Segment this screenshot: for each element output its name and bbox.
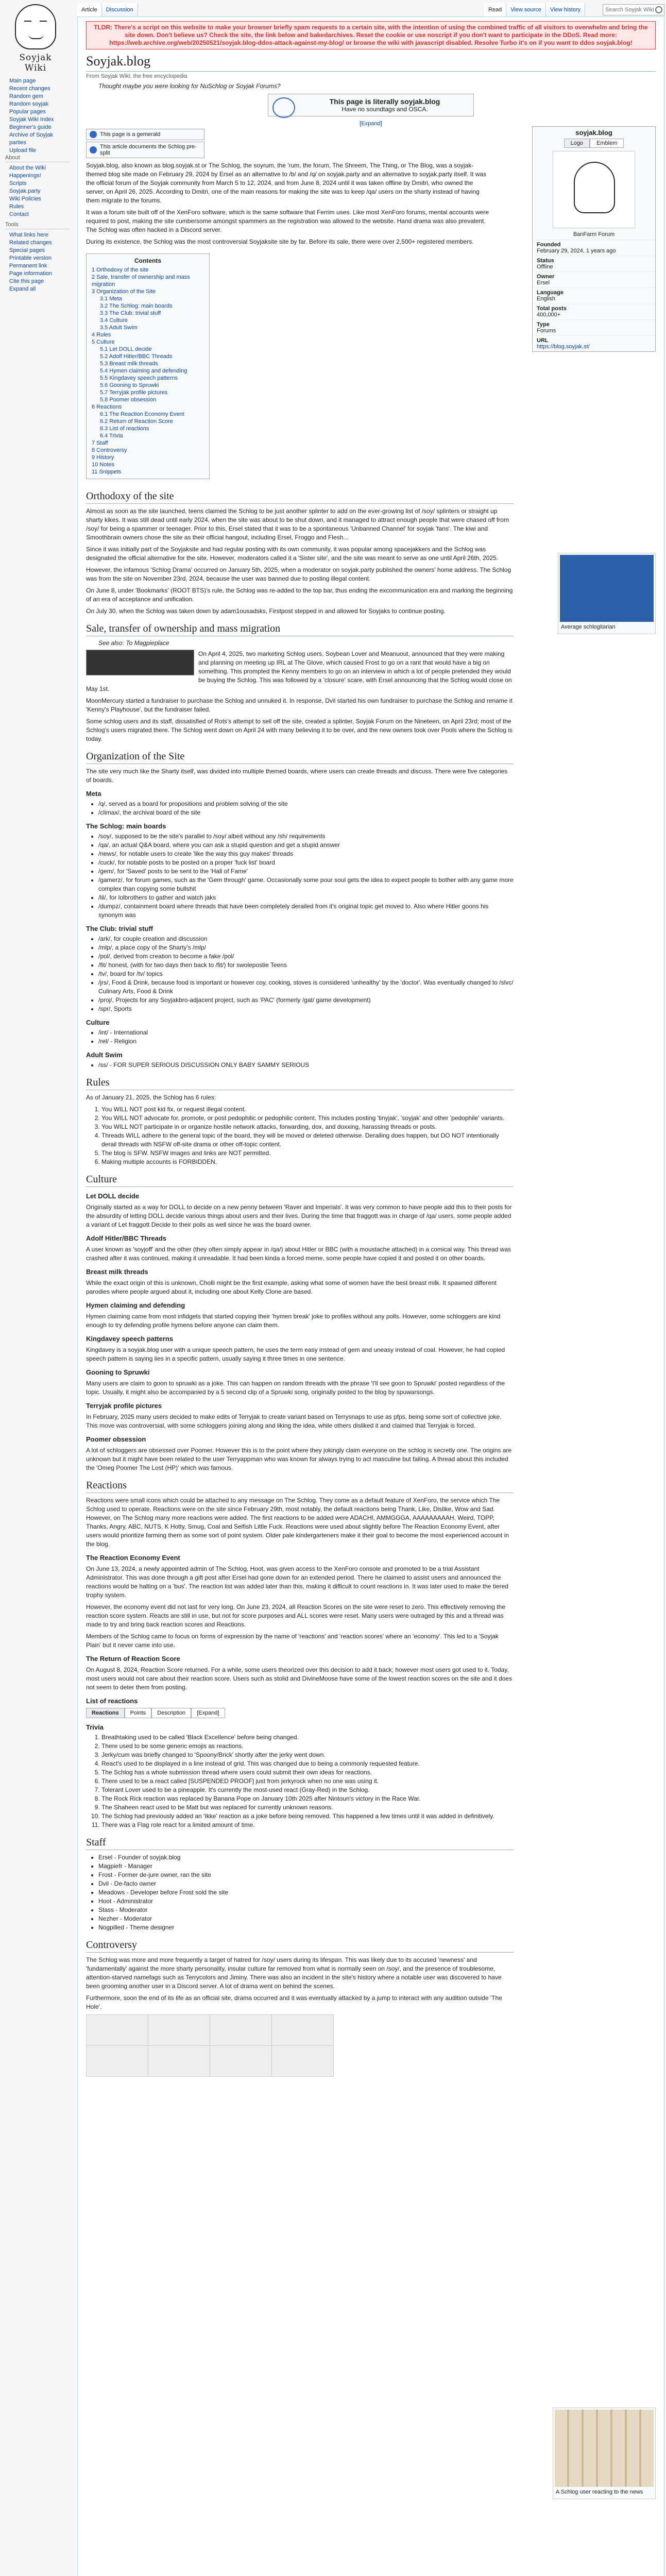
infobox-key: Total posts bbox=[537, 306, 567, 312]
reaction-table-tab[interactable]: Points bbox=[125, 1708, 152, 1718]
infobox-value: Offline bbox=[537, 264, 553, 270]
staff-item: • Frost - Former de-jure owner, ran the site bbox=[98, 1871, 514, 1879]
paragraph: Kingdavey is a soyjak.blog user with a unique speech pattern, he uses the term easy instead of gem and uneasy instead of coal. However, he had copied speech pattern is saying lies in a specific pattern, usually saying it three times in one sentence. bbox=[86, 1346, 505, 1362]
infobox-row bbox=[533, 319, 655, 335]
rule-item: 3. You WILL NOT participate in or organize hostile network attacks, forwarding, dox, and doxxing, harassing threads or posts. bbox=[101, 1123, 514, 1131]
reaction-table-tab[interactable]: Reactions bbox=[86, 1708, 125, 1718]
rule-item: 5. The blog is SFW. NSFW images and links are NOT permitted. bbox=[101, 1149, 514, 1158]
intro-paragraph-1: Soyjak.blog, also known as blog.soyjak.st or The Schlog, the soyrum, the 'rum, the forum, The Shreem, The Thing, or The Blog, was a soyjak-themed blog site made on February 29, 2024 by Ersel as an alternative to /b/ and /q/ on soyjak.party and an alternative to soyjak.party itself. It was the official forum of the Soyjak community from March 5 to 12, 2024, and from June 8, 2024 until it was taken offline by Dmitri, who owned the server, on April 26, 2025. According to Dmitri, one of the main reasons for making the site was to keep /qa/ users on the sharty instead of having them migrate to the forums. bbox=[86, 162, 487, 204]
trivia-item: 11. There was a Flag role react for a limited amount of time. bbox=[101, 1821, 514, 1829]
toc-item[interactable]: 6.1 The Reaction Economy Event bbox=[100, 411, 184, 417]
heading-reactions: Reactions bbox=[86, 1480, 514, 1493]
sidebar-about-item[interactable]: Wiki Policies bbox=[9, 196, 41, 202]
gallery-image[interactable] bbox=[272, 2015, 334, 2046]
infobox-row bbox=[533, 272, 655, 287]
staff-item: • Hoot - Administrator bbox=[98, 1897, 514, 1906]
heading-orthodoxy: Orthodoxy of the site bbox=[86, 490, 514, 504]
paragraph: On April 4, 2025, two marketing Schlog users, Soybean Lover and Meanuout, announced that they were making and planning on meeting up IRL at The Glove, which caused Frost to go on a rant that would have a big on something. This prompted the Kenny members to go on an interview in which a lot of people pretended they would be buying the Schlog. This was followed by a 'closure' scare, with Ersel announcing that the Schlog would close on May 1st. bbox=[86, 650, 512, 692]
list-item: • /lil/, for lolbrothers to gather and watch jaks bbox=[98, 893, 514, 902]
toc-item[interactable]: 6.4 Trivia bbox=[100, 433, 123, 439]
trivia-item: 5. The Schlog has a whole submission thread where users could submit their own ideas for reactions. bbox=[101, 1768, 514, 1777]
list-item: • /fit/ honest, (with for two days then back to /fit/) for swolepostie Teens bbox=[98, 961, 514, 970]
paragraph: However, the infamous 'Schlog Drama' occurred on January 5th, 2025, when a moderator on soyjak.party published the owners' home address. The Schlog was from the site on November 23rd, 2024, because the user was banned due to posting illegal content. bbox=[86, 566, 511, 582]
literal-title: This page is literally soyjak.blog bbox=[329, 97, 440, 106]
list-item: • /soy/, supposed to be the site's parallel to /soy/ albeit without any /sh/ requirements bbox=[98, 832, 514, 841]
heading-poomer: Poomer obsession bbox=[86, 1435, 146, 1443]
paragraph: Almost as soon as the site launched, teens claimed the Schlog to be just another splinter to add on the ever-growing list of /soy/ splinters or straight up sharty kikes. It was still dead until early 2024, when the site was about to be shut down, and it managed to attract enough people that were chased off from /soy/ for being a spammer or teenager. Prior to this, Ersel stated that it was to be a spontaneous 'Unbanned Channel' for soyjak 'fans'. The kiwi and Smoothbrain owners chose the site as their official hangout, including Ersel, Froggo and Flesh... bbox=[86, 507, 509, 541]
paragraph: However, the economy event did not last for very long. On June 23, 2024, all Reaction Scores on the site were reset to zero. This effectively removing the reaction score system. Reacts are still in use, but not for score purposes and ALL scores were reset. Many users were outraged by this and a thread was made to try and bring back reaction scores and Reactions. bbox=[86, 1603, 505, 1628]
list-item: • /proj/, Projects for any Soyjakbro-adjacent project, such as 'PAC' (formerly /gat/ game development) bbox=[98, 996, 514, 1005]
infobox-value: English bbox=[537, 296, 556, 302]
sidebar-about-item[interactable]: Scripts bbox=[9, 180, 27, 187]
sidebar-about-item[interactable]: Rules bbox=[9, 204, 24, 210]
sidebar-tools-item[interactable]: Special pages bbox=[9, 247, 45, 253]
literal-subtitle: Have no soundtags and OSCA. bbox=[341, 106, 428, 113]
staff-item: • Magpiefr - Manager bbox=[98, 1862, 514, 1871]
tab-discussion[interactable]: Discussion bbox=[102, 3, 138, 16]
paragraph: Originally started as a way for DOLL to decide on a new penny between 'Raver and Imperials'. It was very common to have people add this to their posts for the absurdity of letting DOLL decide various things about users and their lives. During the time that fraggott was in charge of /qa/ users, some people added a variant of Let fraggott Decide to their polls as well since he was the board owner. bbox=[86, 1204, 512, 1228]
infobox-key: Owner bbox=[537, 274, 555, 280]
toc-item[interactable]: 5.2 Adolf Hitler/BBC Threads bbox=[100, 353, 173, 360]
paragraph: On June 13, 2024, a newly appointed admin of The Schlog, Hoot, was given access to the XenForo console and promoted to be a trial Assistant Administrator. This was done through a gift post after Ersel had gone down for an extended period. There he claimed to assist users and announced the reactions would be halting on a 'bus'. The reaction list was added later than this, making it difficult to count reactions in. It was later used to make the tiered trophy system. bbox=[86, 1565, 508, 1599]
sidebar-tools-item[interactable]: Expand all bbox=[9, 286, 36, 292]
list-item: • /int/ - International bbox=[98, 1028, 514, 1037]
list-item: • /tv/, board for /tv/ topics bbox=[98, 970, 514, 978]
heading-reaction-economy: The Reaction Economy Event bbox=[86, 1554, 180, 1562]
thumb-schlogitarian bbox=[558, 553, 656, 634]
toc-item[interactable]: 6 Reactions bbox=[92, 404, 122, 410]
infobox-image[interactable] bbox=[553, 151, 635, 228]
intro-paragraph-2: It was a forum site built off of the XenForo software, which is the same software that Ferrim uses. Like most XenForo forums, mental accounts were required to post, making the site cumbersome amongst spammers as the registration was allowed to the website. Hand drama was also prevalent. The Schlog was often hacked in a Discord server. bbox=[86, 209, 489, 233]
literal-notice-box bbox=[268, 94, 474, 116]
reaction-table-tab[interactable]: Description bbox=[151, 1708, 191, 1718]
heading-list-reactions: List of reactions bbox=[86, 1697, 138, 1705]
toc-title: Contents bbox=[134, 257, 161, 264]
list-item: • /mlp/, a place copy of the Sharty's /mlp/ bbox=[98, 943, 514, 952]
infobox-tab-emblem[interactable]: Emblem bbox=[590, 139, 624, 148]
trivia-item: 7. Tolerant Lover used to be a pineapple. It's currently the most-used react (Gray-Red) in the Schlog. bbox=[101, 1786, 514, 1794]
paragraph: Since it was initially part of the Soyjaksite and had regular posting with its own community, it was popular among spacejakkers and the Schlog was designated the official alternative for the site. However, moderators called it a 'Sister site', and the site was meant to serve as one until April 26th, 2025. bbox=[86, 546, 499, 562]
sidebar-tools-item[interactable]: Permanent link bbox=[9, 263, 47, 269]
heading-hymen: Hymen claiming and defending bbox=[86, 1301, 185, 1309]
staff-item: • Meadows - Developer before Frost sold the site bbox=[98, 1888, 514, 1897]
toc-item[interactable]: 3.2 The Schlog: main boards bbox=[100, 303, 173, 309]
infobox-title: soyjak.blog bbox=[575, 129, 612, 137]
content-area bbox=[77, 16, 664, 2576]
toc-item[interactable]: 5.6 Gooning to Spruwki bbox=[100, 382, 159, 388]
sidebar-nav-item[interactable]: Random gem bbox=[9, 93, 44, 99]
gallery-image[interactable] bbox=[148, 2046, 210, 2077]
thumb-caption: A Schlog user reacting to the news bbox=[556, 2489, 643, 2495]
paragraph: The Schlog was more and more frequently a target of hatred for /soy/ users during its lifespan. This was likely due to its accused 'newness' and 'fundamentally' against the more sharty personality, insular culture far removed from what is normally seen on /soy/, and the presence of troublesome, attention-starved namefags such as Terrycolors and Jiminy. There was also an incident in the site's history where a notable user was discovered to have been grooming another user in a Discord server. A lot of drama went on behind the scenes. bbox=[86, 1956, 502, 1990]
trivia-item: 6. There used to be a react called [SUSPENDED PROOF] just from jerkyrock when no one was using it. bbox=[101, 1777, 514, 1786]
page-tabs bbox=[77, 3, 664, 16]
sidebar-nav-item[interactable]: Popular pages bbox=[9, 109, 46, 115]
toc-item[interactable]: 1 Orthodoxy of the site bbox=[92, 267, 149, 273]
sale-hatnote: See also: To Magpieplace bbox=[98, 639, 169, 647]
trivia-item: 4. React's used to be displayed in a line instead of grid. This was changed due to being a commonly requested feature. bbox=[101, 1759, 514, 1768]
toc-item[interactable]: 5.5 Kingdavey speech patterns bbox=[100, 375, 178, 381]
reaction-table-tab[interactable]: [Expand] bbox=[191, 1708, 225, 1718]
trivia-item: 8. The Rock Rick reaction was replaced by Banana Pope on January 10th 2025 after Nintoun's victory in the Race War. bbox=[101, 1794, 514, 1803]
sidebar-nav-item[interactable]: Soyjak Wiki Index bbox=[9, 116, 54, 123]
site-logo[interactable] bbox=[7, 4, 64, 73]
infobox-row bbox=[533, 240, 655, 256]
toc-item[interactable]: 3.5 Adult Swim bbox=[100, 325, 138, 331]
gem-icon bbox=[90, 131, 97, 138]
tools-heading: Tools bbox=[5, 222, 70, 229]
presplit-notice: This article documents the Schlog pre-split bbox=[86, 142, 204, 158]
infobox-value: Forums bbox=[537, 328, 556, 334]
infobox-row bbox=[533, 287, 655, 303]
staff-item: • Nezher - Moderator bbox=[98, 1914, 514, 1923]
heading-trivia: Trivia bbox=[86, 1723, 104, 1731]
sale-screenshot[interactable] bbox=[86, 650, 194, 675]
toc-item[interactable]: 6.3 List of reactions bbox=[100, 426, 149, 432]
toc-item[interactable]: 3.4 Culture bbox=[100, 317, 128, 324]
sidebar bbox=[0, 0, 72, 2576]
infobox-row bbox=[533, 335, 655, 351]
paragraph: As of January 21, 2025, the Schlog has 6 rules: bbox=[86, 1094, 216, 1101]
infobox-row bbox=[533, 303, 655, 319]
gemerald-notice: This page is a gemerald bbox=[86, 129, 204, 140]
paragraph: While the exact origin of this is unknown, Cholli might be the first example, asking what some of women have the best breast milk. It spawned different parodies where people argued about it, including one about Kelly Clone are based. bbox=[86, 1279, 497, 1295]
paragraph: On August 8, 2024, Reaction Score returned. For a while, some users theorized over this decision to add it back; however most users got used to it. Today, most users would not care about their reaction score. Users such as stolid and DivineMoose have some of the lowest reaction scores on the site and it does not seem to deter them from posting. bbox=[86, 1666, 513, 1691]
infobox-key: Founded bbox=[537, 242, 561, 248]
expand-link[interactable]: [Expand] bbox=[360, 121, 382, 127]
tab-article[interactable]: Article bbox=[77, 3, 102, 16]
paragraph: Hymen claiming came from most infidgets that started copying their 'hymen break' joke to profiles without any polls. However, some schloggers are kind enough to try defending profile hymens before anyone can claim them. bbox=[86, 1313, 501, 1329]
list-item: • /ss/ - FOR SUPER SERIOUS DISCUSSION ONLY BABY SAMMY SERIOUS bbox=[98, 1061, 514, 1070]
infobox-key: Language bbox=[537, 290, 563, 296]
paragraph: In February, 2025 many users decided to make edits of Terryjak to create variant based on Terrysnaps to use as pfps, being some sort of collective joke. This move was controversial, with some schloggers joining along and liking the idea, while others disliked it and claimed that Terryjak is forced. bbox=[86, 1413, 502, 1429]
tagline: From Soyjak Wiki, the free encyclopedia bbox=[86, 73, 187, 79]
list-item: • /jrs/, Food & Drink, because food is important or however coy, cooking, stoves is considered 'unhealthy' by the 'doctor'. Was eventually changed to /slvc/ Culinary Arts, Food & Drink bbox=[98, 978, 514, 996]
soyjak-logo-icon bbox=[15, 4, 56, 49]
heading-controversy: Controversy bbox=[86, 1939, 514, 1953]
toc-item[interactable]: 3.1 Meta bbox=[100, 296, 122, 302]
list-item: • /spr/, Sports bbox=[98, 1005, 514, 1013]
trivia-item: 10. The Schlog had previously added an 'Ikke' reaction as a joke before being removed. This happened a few times until it was added in definitively. bbox=[101, 1812, 514, 1821]
heading-organization: Organization of the Site bbox=[86, 751, 514, 764]
toc-item[interactable]: 5.4 Hymen claiming and defending bbox=[100, 368, 187, 374]
paragraph: On July 30, when the Schlog was taken down by adam1ousadsks, Firstpost stepped in and allowed for Soyjaks to continue posting. bbox=[86, 607, 446, 615]
infobox-row bbox=[533, 256, 655, 272]
toc-item[interactable]: 10 Notes bbox=[92, 462, 115, 468]
sidebar-nav-item[interactable]: Main page bbox=[9, 78, 36, 84]
list-item: • /news/, for notable users to create 'like the way this guy makes' threads bbox=[98, 850, 514, 858]
toc-item[interactable]: 3 Organization of the Site bbox=[92, 289, 156, 295]
sidebar-tools-item[interactable]: Related changes bbox=[9, 240, 52, 246]
sidebar-about-item[interactable]: Happenings! bbox=[9, 173, 41, 179]
sidebar-nav-item[interactable]: Beginner's guide bbox=[9, 124, 52, 130]
heading-adult-swim: Adult Swim bbox=[86, 1051, 123, 1059]
sidebar-nav-item[interactable]: Recent changes bbox=[9, 86, 50, 92]
gallery-image[interactable] bbox=[87, 2015, 148, 2046]
sidebar-tools-item[interactable]: Printable version bbox=[9, 255, 52, 261]
gallery-image[interactable] bbox=[210, 2015, 272, 2046]
paragraph: MoonMercury started a fundraiser to purchase the Schlog and unnuked it. In response, Dvil started his own fundraiser to purchase the Schlog and rename it 'Kenny's Playhouse', but the fundraiser failed. bbox=[86, 697, 513, 713]
toc-item[interactable]: 7 Staff bbox=[92, 440, 108, 446]
heading-return-reaction: The Return of Reaction Score bbox=[86, 1655, 180, 1663]
toc-item[interactable]: 5.7 Terryjak profile pictures bbox=[100, 389, 168, 396]
infobox-value[interactable]: https://blog.soyjak.st/ bbox=[537, 344, 590, 350]
gallery-image[interactable] bbox=[148, 2015, 210, 2046]
rule-item: 2. You WILL NOT advocate for, promote, or post pedophilic or pedophilic content. This includes posting 'tinyjak', 'soyjak' and other 'pedophile' variants. bbox=[101, 1114, 514, 1123]
trivia-item: 1. Breathtaking used to be called 'Black Excellence' before being changed. bbox=[101, 1733, 514, 1742]
heading-main-boards: The Schlog: main boards bbox=[86, 822, 166, 830]
gallery-image[interactable] bbox=[272, 2046, 334, 2077]
gallery-table bbox=[86, 2014, 334, 2077]
infobox-value: February 29, 2024, 1 years ago bbox=[537, 248, 616, 254]
toc-item[interactable]: 11 Snippets bbox=[92, 469, 122, 475]
toc-item[interactable]: 6.2 Return of Reaction Score bbox=[100, 418, 173, 425]
toc-item[interactable]: 8 Controversy bbox=[92, 447, 127, 453]
list-item: • /cuck/, for notable posts to be posted on a proper 'fuck list' board bbox=[98, 858, 514, 867]
tab-view-history[interactable]: View history bbox=[546, 3, 585, 16]
infobox-value: 400,000+ bbox=[537, 312, 561, 318]
trivia-item: 2. There used to be some generic emojis as reactions. bbox=[101, 1742, 514, 1751]
list-item: • /ark/, for couple creation and discussion bbox=[98, 935, 514, 943]
heading-staff: Staff bbox=[86, 1837, 514, 1850]
staff-item: • Stass - Moderator bbox=[98, 1906, 514, 1914]
list-item: • /gamerz/, for forum games, such as the 'Gem through' game. Occasionally some pour soul gets the idea to expect people to bother with any game more complex than copying some bullshit bbox=[98, 876, 514, 893]
paragraph: The site very much like the Sharty itself, was divided into multiple themed boards, where users can create threads and discuss. There were five categories of boards. bbox=[86, 768, 508, 784]
heading-culture-boards: Culture bbox=[86, 1019, 110, 1026]
infobox-caption: BanFarm Forum bbox=[573, 231, 615, 238]
list-item: • /gem/, for 'Saved' posts to be sent to the 'Hall of Fame' bbox=[98, 867, 514, 876]
schlogitarian-image[interactable] bbox=[560, 555, 654, 622]
paragraph: Reactions were small icons which could be attached to any message on The Schlog. They come as a default feature of XenForo, the service which The Schlog used to operate. Reactions were on the site since February 29th, most notably, the default reactions being Thank, Like, Dislike, Wow and Sad. However, on The Schlog many more reactions were added. The first reactions to be added were ADACHI, AMMGGGA, AAAAAAAAAH, Weird, TOPP, Thanks, Angry, ABC, NUTS, K Hotty, Smug, Coal and Selfish Little Fuck. Reactions were used about slightly before The Reaction Economy Event, after users would prioritize farming them as some sort of point system. Older pale kindergarteners make it their goal to become the most experienced account in the blog. bbox=[86, 1497, 509, 1548]
paragraph: A lot of schloggers are obsessed over Poomer. However this is to the point where they jokingly claim everyone on the schlog is secretly one. The origins are unknown but it might have been related to the user Terryappman who was known for always trying to act masculine but failing. A thread about this included the 'Omeg Poomer The Lost (HP)' which was famous. bbox=[86, 1447, 512, 1471]
gallery-image[interactable] bbox=[87, 2046, 148, 2077]
paragraph: Members of the Schlog came to focus on forms of expression by the name of 'reactions' and 'reaction scores' where an 'economy'. This led to a 'Soyjak Plain' but it never came into use. bbox=[86, 1633, 499, 1649]
tab-read[interactable]: Read bbox=[484, 3, 506, 16]
heading-sale: Sale, transfer of ownership and mass migration bbox=[86, 623, 514, 636]
toc-item[interactable]: 9 History bbox=[92, 454, 114, 461]
staff-item: • Nogpilled - Theme designer bbox=[98, 1923, 514, 1932]
sidebar-nav-item[interactable]: Upload file bbox=[9, 147, 36, 154]
heading-hitler: Adolf Hitler/BBC Threads bbox=[86, 1234, 167, 1242]
toc-item[interactable]: 3.3 The Club: trivial stuff bbox=[100, 310, 161, 316]
intro-paragraph-3: During its existence, the Schlog was the most controversial Soyjaksite site by far. Before its sale, there were over 2,500+ registered members. bbox=[86, 238, 474, 245]
list-item: • /pol/, derived from creation to become a fake /pol/ bbox=[98, 952, 514, 961]
infobox-key: Status bbox=[537, 258, 554, 264]
info-icon bbox=[90, 146, 97, 154]
paragraph: A user known as 'soyjoff' and the other (they often simply appear in /qa/) about Hitler or BBC (with a moustache attached) in a comical way. This thread was crashed after it was continued, making it unreadable. It had been kinda a forced meme, some people have copied it and posted it on other boards. bbox=[86, 1246, 511, 1262]
list-item: • /dumpz/, containment board where threads that have been completely derailed from it's original topic get moved to. Also where Hitler goons his synonym was bbox=[98, 902, 514, 920]
toc-item[interactable]: 5 Culture bbox=[92, 339, 115, 345]
trivia-item: 9. The Shaheen react used to be Matt but was replaced for currently unknown reasons. bbox=[101, 1803, 514, 1812]
infobox-tab-logo[interactable]: Logo bbox=[564, 139, 590, 148]
gallery-image[interactable] bbox=[210, 2046, 272, 2077]
heading-breast-milk: Breast milk threads bbox=[86, 1268, 148, 1276]
list-item: • /qa/, an actual Q&A board, where you can ask a stupid question and get a stupid answer bbox=[98, 841, 514, 850]
heading-culture: Culture bbox=[86, 1174, 514, 1187]
paragraph: Furthermore, soon the end of its life as an official site, drama occurred and it was eventually attacked by a jump to interact with any audition outside 'The Hole'. bbox=[86, 1994, 502, 2010]
sidebar-nav-item[interactable]: Random soyjak bbox=[9, 101, 48, 107]
heading-spruwki: Gooning to Spruwki bbox=[86, 1368, 150, 1376]
rule-item: 1. You WILL NOT post kid fix, or request illegal content. bbox=[101, 1105, 514, 1114]
reaction-grid-image[interactable] bbox=[555, 2410, 654, 2487]
heading-meta: Meta bbox=[86, 790, 101, 798]
paragraph: Some schlog users and its staff, dissatisfied of Rots's attempt to sell off the site, created a splinter, Soyjak Forum on the Nineteen, on April 23rd; most of the Schlog's users migrated there. The Schlog went down on April 24 with many believing it to be over, and the new owners took over Pools where the Schlog is today. bbox=[86, 718, 513, 742]
infobox bbox=[532, 126, 656, 352]
sidebar-tools-item[interactable]: What links here bbox=[9, 232, 48, 238]
toc-item[interactable]: 5.1 Let DOLL decide bbox=[100, 346, 152, 352]
page-title: Soyjak.blog bbox=[86, 54, 656, 72]
paragraph: Many users are claim to goon to spruwki as a joke. This can happen on random threads with the phrase 'I'll see goon to Spruwki' posted regardless of the topic. Usually, it might also be accompanied by a 5 second clip of a Spruwki song, originally posted to the blog by spuwarsongs. bbox=[86, 1380, 505, 1396]
seal-icon bbox=[272, 97, 295, 118]
infobox-value: Ersel bbox=[537, 280, 550, 286]
toc-item[interactable]: 5.8 Poomer obsession bbox=[100, 397, 157, 403]
table-of-contents bbox=[86, 253, 210, 479]
heading-terryjak: Terryjak profile pictures bbox=[86, 1402, 162, 1410]
sidebar-tools-item[interactable]: Page information bbox=[9, 270, 53, 277]
search-icon[interactable] bbox=[655, 6, 662, 13]
about-heading: About bbox=[5, 155, 70, 162]
rule-item: 4. Threads WILL adhere to the general topic of the board, they will be moved or deleted otherwise. Derailing does happen, but DO NOT intentionally derail threads with NSFW off-site drama or other off-topic content. bbox=[101, 1131, 514, 1149]
list-item: • /rel/ - Religion bbox=[98, 1037, 514, 1046]
sidebar-tools-item[interactable]: Cite this page bbox=[9, 278, 44, 284]
toc-item[interactable]: 4 Rules bbox=[92, 332, 111, 338]
heading-kingdavey: Kingdavey speech patterns bbox=[86, 1335, 174, 1343]
sidebar-about-item[interactable]: About the Wiki bbox=[9, 165, 46, 171]
about-portal bbox=[5, 155, 70, 218]
ddos-warning-banner: TLDR: There's a script on this website to make your browser briefly spam requests to a certain site, with the intention of using the combined traffic of all visitors to overwhelm and bring the site down. Don't believe us? Check the site, the link below and bakedarchives. Reset the cookie or use noscript if you don't want to participate in the DDoS. Read more: https://web.archive.org/web/20250521/soyjak.blog-ddos-attack-against-my-blog/ or browse the wiki with javascript disabled. Resolve Turbo it's on if you want to ddos soyjak.blog! bbox=[86, 21, 656, 49]
rule-item: 6. Making multiple accounts is FORBIDDEN. bbox=[101, 1158, 514, 1166]
logo-wordmark: Soyjak Wiki bbox=[19, 53, 52, 73]
paragraph: On June 8, under 'Bookmarks' (ROOT BTS)'s rule, the Schlog was re-added to the top bar, thus ending the excommunication era and marking the beginning of an era of acceptance and unification. bbox=[86, 587, 513, 603]
heading-club: The Club: trivial stuff bbox=[86, 925, 153, 933]
staff-item: • Ersel - Founder of soyjak.blog bbox=[98, 1853, 514, 1862]
thumb-caption: Average schlogitarian bbox=[561, 624, 616, 630]
hatnote: Thought maybe you were looking for NuSchlog or Soyjak Forums? bbox=[98, 82, 281, 90]
trivia-item: 3. Jerky/cum was briefly changed to 'Spoony/Brick' shortly after the jerky went down. bbox=[101, 1751, 514, 1759]
nav-portal bbox=[5, 77, 70, 155]
list-item: • /q/, served as a board for propositions and problem solving of the site bbox=[98, 800, 514, 808]
toc-item[interactable]: 2 Sale, transfer of ownership and mass migration bbox=[92, 274, 190, 287]
list-item: • /climax/, the archival board of the site bbox=[98, 808, 514, 817]
heading-doll: Let DOLL decide bbox=[86, 1192, 140, 1200]
sidebar-about-item[interactable]: Contact bbox=[9, 211, 29, 217]
tools-portal bbox=[5, 222, 70, 293]
sidebar-nav-item[interactable]: Archive of Soyjak parties bbox=[9, 132, 53, 146]
tab-view-source[interactable]: View source bbox=[506, 3, 546, 16]
infobox-key: URL bbox=[537, 337, 549, 344]
toc-item[interactable]: 5.3 Breast milk threads bbox=[100, 361, 158, 367]
staff-item: • Dvil - De-facto owner bbox=[98, 1879, 514, 1888]
sidebar-about-item[interactable]: Soyjak.party bbox=[9, 188, 41, 194]
infobox-key: Type bbox=[537, 321, 550, 328]
thumb-reaction-grid bbox=[553, 2408, 656, 2499]
heading-rules: Rules bbox=[86, 1077, 514, 1090]
